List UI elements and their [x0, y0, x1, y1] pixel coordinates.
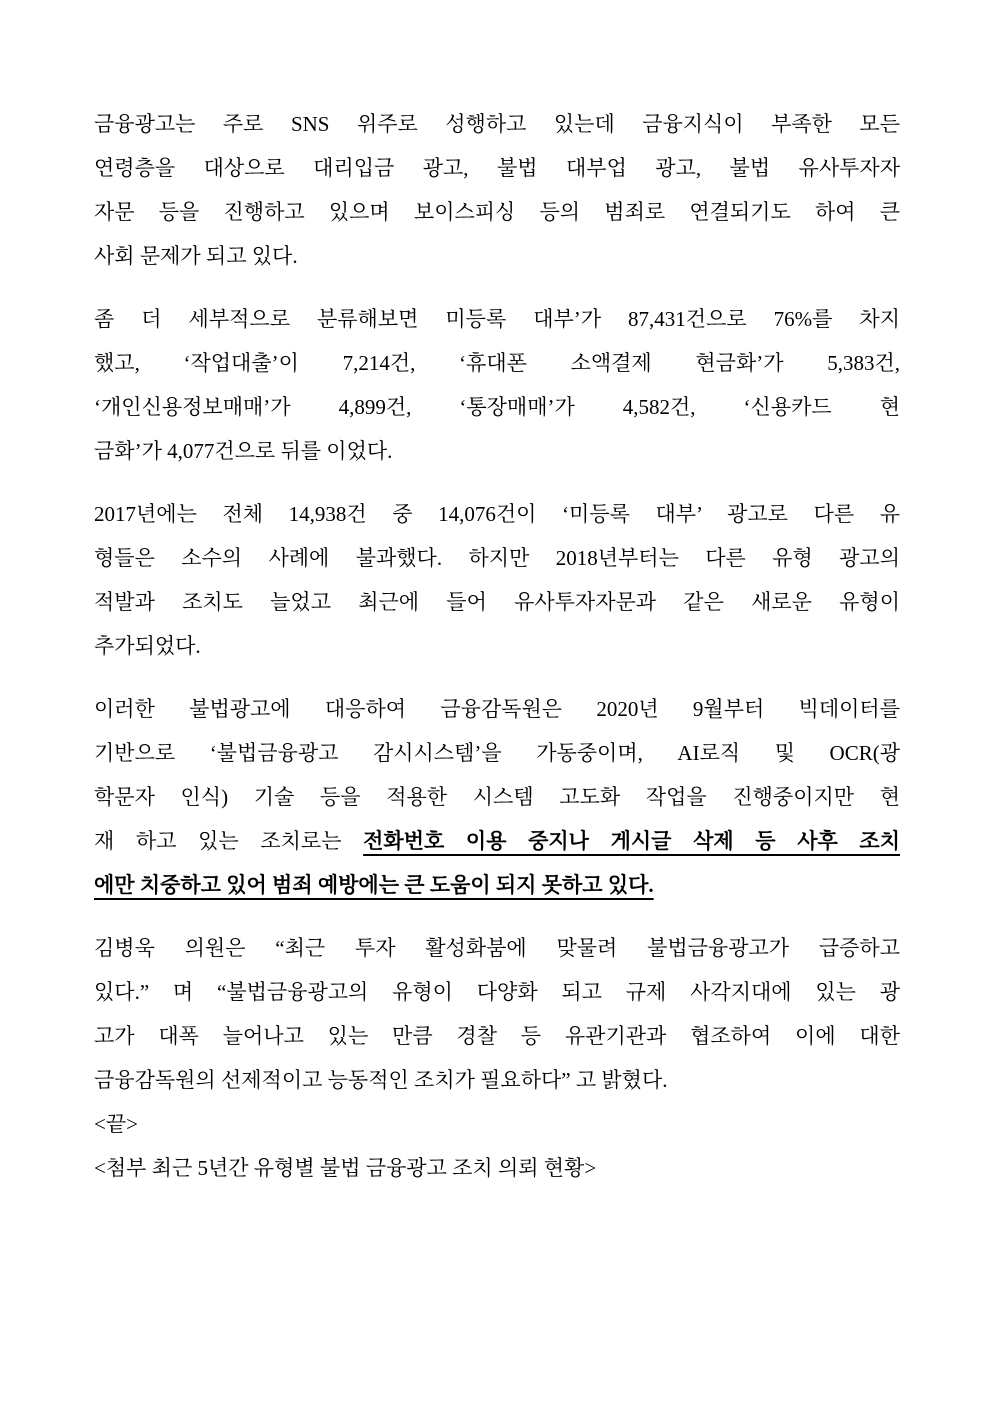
- text-line: [94, 863, 900, 907]
- text-segment: 금융광고는 주로 SNS 위주로 성행하고 있는데 금융지식이 부족한 모든: [94, 112, 900, 136]
- text-segment: 이러한 불법광고에 대응하여 금융감독원은 2020년 9월부터 빅데이터를: [94, 697, 900, 721]
- text-line: [94, 385, 900, 429]
- text-line: [94, 146, 900, 190]
- text-segment: 2017년에는 전체 14,938건 중 14,076건이 ‘미등록 대부’ 광고로 다른 유: [94, 502, 900, 526]
- text-segment: 금화’가 4,077건으로 뒤를 이었다.: [94, 439, 393, 463]
- text-segment: ‘개인신용정보매매’가 4,899건, ‘통장매매’가 4,582건, ‘신용카드 현: [94, 395, 900, 419]
- text-segment: 고가 대폭 늘어나고 있는 만큼 경찰 등 유관기관과 협조하여 이에 대한: [94, 1024, 900, 1048]
- text-segment: <끝>: [94, 1112, 138, 1136]
- text-line: [94, 429, 900, 473]
- paragraph-2017-trend: [94, 492, 900, 668]
- text-line: [94, 1146, 900, 1190]
- end-marker: [94, 1102, 900, 1146]
- attachment-note: [94, 1146, 900, 1190]
- text-line: [94, 624, 900, 668]
- text-line: [94, 341, 900, 385]
- text-line: [94, 234, 900, 278]
- text-segment: 김병욱 의원은 “최근 투자 활성화붐에 맞물려 불법금융광고가 급증하고: [94, 936, 900, 960]
- text-segment: 형들은 소수의 사례에 불과했다. 하지만 2018년부터는 다른 유형 광고의: [94, 546, 900, 570]
- emphasized-text-segment: 전화번호 이용 중지나 게시글 삭제 등 사후 조치: [363, 829, 901, 853]
- text-line: [94, 297, 900, 341]
- text-segment: 사회 문제가 되고 있다.: [94, 244, 298, 268]
- text-segment: 재 하고 있는 조치로는: [94, 829, 364, 853]
- text-segment: 기반으로 ‘불법금융광고 감시시스템’을 가동중이며, AI로직 및 OCR(광: [94, 741, 900, 765]
- text-segment: 추가되었다.: [94, 634, 201, 658]
- text-line: [94, 819, 900, 863]
- text-line: [94, 926, 900, 970]
- text-line: [94, 687, 900, 731]
- text-line: [94, 536, 900, 580]
- text-line: [94, 190, 900, 234]
- text-line: [94, 1058, 900, 1102]
- text-line: [94, 492, 900, 536]
- text-segment: 금융감독원의 선제적이고 능동적인 조치가 필요하다” 고 밝혔다.: [94, 1068, 668, 1092]
- text-segment: 했고, ‘작업대출’이 7,214건, ‘휴대폰 소액결제 현금화’가 5,383건,: [94, 351, 900, 375]
- paragraph-breakdown-stats: [94, 297, 900, 473]
- paragraph-sns-ads: [94, 102, 900, 278]
- text-line: [94, 1014, 900, 1058]
- text-segment: 연령층을 대상으로 대리입금 광고, 불법 대부업 광고, 불법 유사투자자: [94, 156, 900, 180]
- text-line: [94, 731, 900, 775]
- emphasized-text-segment: 에만 치중하고 있어 범죄 예방에는 큰 도움이 되지 못하고 있다.: [94, 873, 654, 897]
- text-line: [94, 970, 900, 1014]
- paragraph-kim-byung-wook-quote: [94, 926, 900, 1102]
- text-line: [94, 102, 900, 146]
- text-segment: 있다.” 며 “불법금융광고의 유형이 다양화 되고 규제 사각지대에 있는 광: [94, 980, 900, 1004]
- text-line: [94, 775, 900, 819]
- text-segment: 자문 등을 진행하고 있으며 보이스피싱 등의 범죄로 연결되기도 하여 큰: [94, 200, 900, 224]
- paragraph-fss-monitoring-system: [94, 687, 900, 907]
- text-segment: 좀 더 세부적으로 분류해보면 미등록 대부’가 87,431건으로 76%를 차지: [94, 307, 900, 331]
- text-segment: 학문자 인식) 기술 등을 적용한 시스템 고도화 작업을 진행중이지만 현: [94, 785, 900, 809]
- text-segment: <첨부 최근 5년간 유형별 불법 금융광고 조치 의뢰 현황>: [94, 1156, 597, 1180]
- text-line: [94, 580, 900, 624]
- text-segment: 적발과 조치도 늘었고 최근에 들어 유사투자자문과 같은 새로운 유형이: [94, 590, 900, 614]
- text-line: [94, 1102, 900, 1146]
